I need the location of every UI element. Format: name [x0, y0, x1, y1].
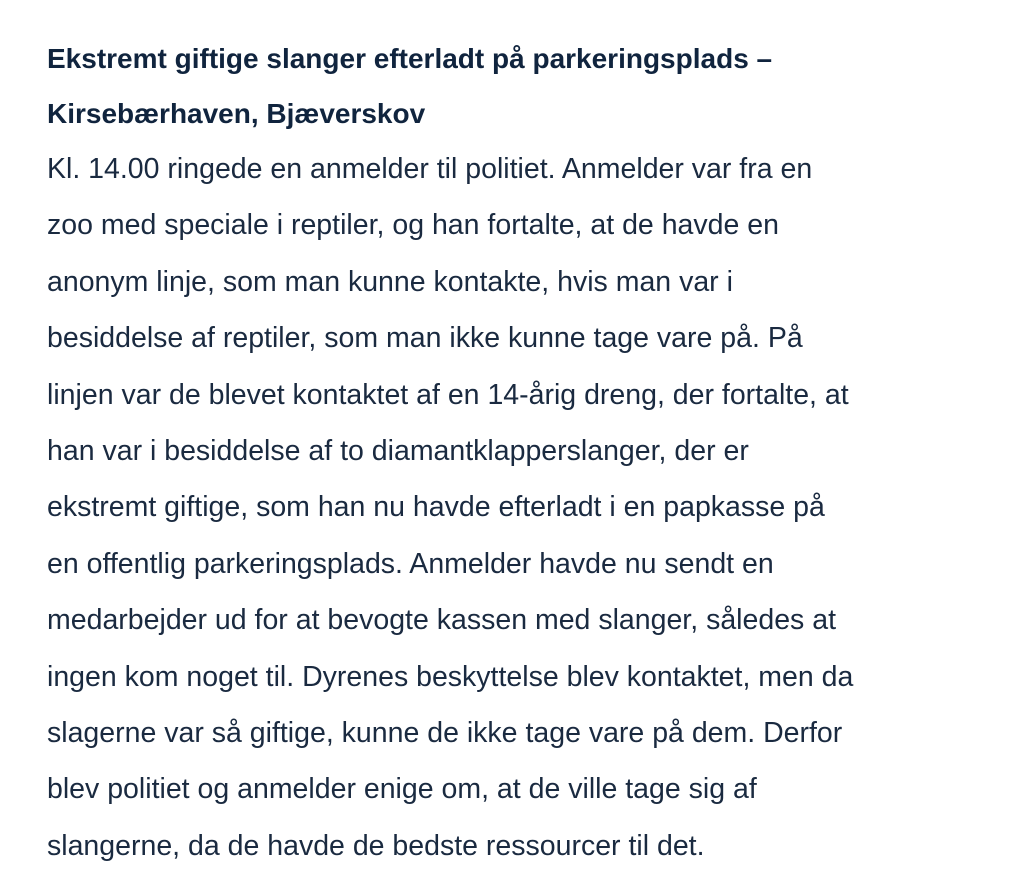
body-line: han var i besiddelse af to diamantklapperslanger, der er — [47, 435, 749, 468]
body-line: anonym linje, som man kunne kontakte, hvis man var i — [47, 265, 733, 298]
article-body — [47, 141, 997, 874]
body-line: besiddelse af reptiler, som man ikke kunne tage vare på. På — [47, 322, 803, 355]
body-line: zoo med speciale i reptiler, og han fortalte, at de havde en — [47, 209, 779, 242]
body-line: en offentlig parkeringsplads. Anmelder havde nu sendt en — [47, 547, 774, 580]
article-headline — [47, 31, 997, 141]
body-line: blev politiet og anmelder enige om, at de ville tage sig af — [47, 773, 757, 806]
body-line: medarbejder ud for at bevogte kassen med slanger, således at — [47, 604, 836, 637]
body-line: ingen kom noget til. Dyrenes beskyttelse blev kontaktet, men da — [47, 660, 854, 693]
body-line: Kl. 14.00 ringede en anmelder til politiet. Anmelder var fra en — [47, 153, 813, 185]
body-line: slangerne, da de havde de bedste ressourcer til det. — [47, 829, 705, 862]
body-line: slagerne var så giftige, kunne de ikke tage vare på dem. Derfor — [47, 717, 843, 750]
body-line: ekstremt giftige, som han nu havde efterladt i en papkasse på — [47, 491, 825, 524]
headline-line: Kirsebærhaven, Bjæverskov — [47, 98, 426, 129]
article — [47, 31, 997, 874]
body-line: linjen var de blevet kontaktet af en 14-årig dreng, der fortalte, at — [47, 378, 849, 411]
headline-line: Ekstremt giftige slanger efterladt på parkeringsplads – — [47, 43, 773, 74]
